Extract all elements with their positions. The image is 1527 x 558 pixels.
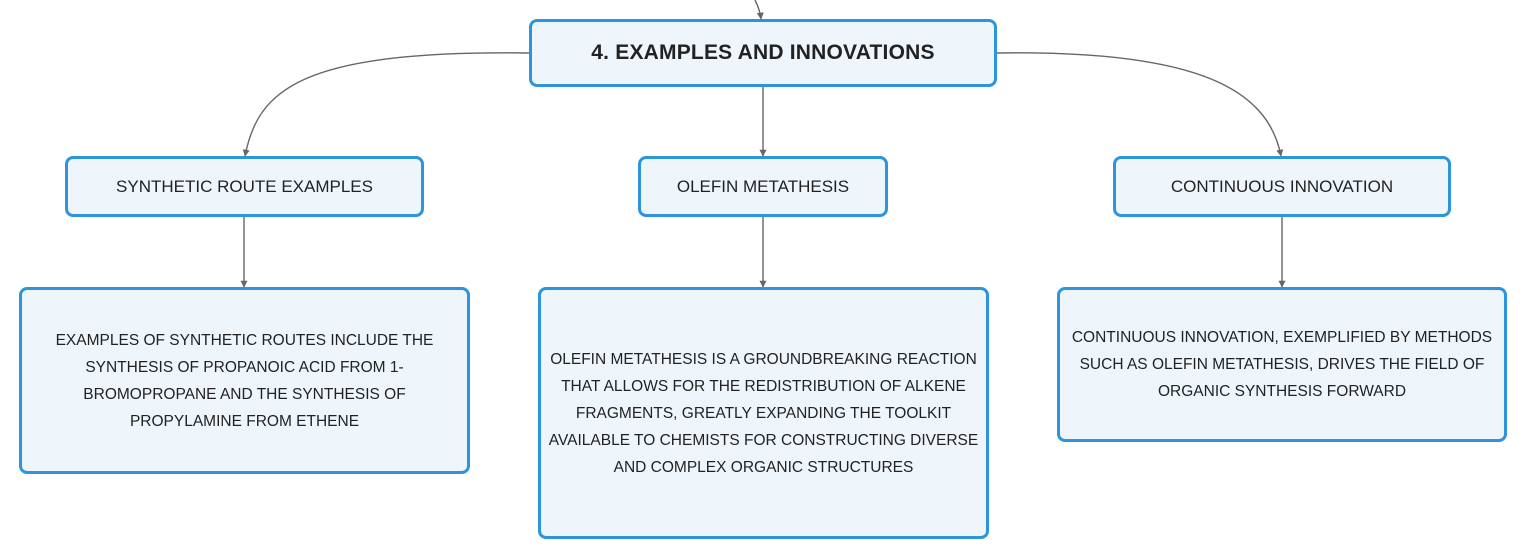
root-node-label: 4. EXAMPLES AND INNOVATIONS — [591, 41, 935, 64]
branch-node-synthetic-route-examples[interactable] — [65, 156, 424, 217]
connector-root-to-continuous-innovation — [997, 53, 1281, 156]
branch-node-label: CONTINUOUS INNOVATION — [1170, 176, 1394, 196]
detail-node-synthetic-route-examples[interactable] — [19, 287, 470, 474]
detail-node-continuous-innovation[interactable] — [1057, 287, 1507, 442]
connector-root-to-synthetic-route-examples — [245, 53, 529, 156]
detail-node-text: EXAMPLES OF SYNTHETIC ROUTES INCLUDE THE SYNTHESIS OF PROPANOIC ACID FROM 1-BROMOPROPANE AND THE SYNTHESIS OF PROPYLAMINE FROM ETHENE — [55, 331, 434, 430]
detail-node-olefin-metathesis[interactable] — [538, 287, 989, 539]
branch-node-olefin-metathesis[interactable] — [638, 156, 888, 217]
detail-node-text: CONTINUOUS INNOVATION, EXEMPLIFIED BY METHODS SUCH AS OLEFIN METATHESIS, DRIVES THE FIELD OF ORGANIC SYNTHESIS FORWARD — [1071, 329, 1493, 400]
branch-node-continuous-innovation[interactable] — [1113, 156, 1451, 217]
connector-from-parent — [755, 0, 761, 19]
detail-node-text: OLEFIN METATHESIS IS A GROUNDBREAKING REACTION THAT ALLOWS FOR THE REDISTRIBUTION OF ALKENE FRAGMENTS, GREATLY EXPANDING THE TOOLKIT AVAILABLE TO CHEMISTS FOR CONSTRUCTING DIVERSE AND COMPLEX ORGANIC STRUCTURES — [548, 350, 979, 476]
branch-node-label: OLEFIN METATHESIS — [676, 176, 850, 196]
root-node[interactable] — [529, 19, 997, 87]
branch-node-label: SYNTHETIC ROUTE EXAMPLES — [116, 176, 373, 196]
